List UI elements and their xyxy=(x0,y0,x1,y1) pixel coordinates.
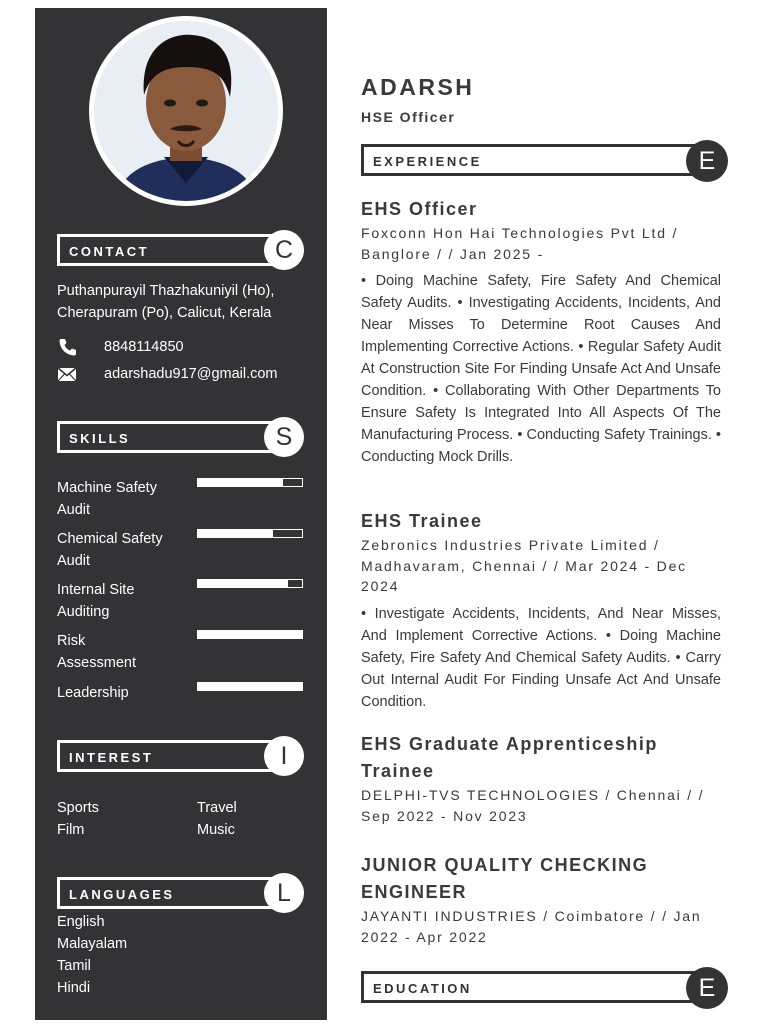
experience-section-header xyxy=(361,144,728,176)
skills-section-header xyxy=(57,421,304,453)
skill-name-line: Chemical Safety xyxy=(57,531,163,547)
skill-level-fill xyxy=(198,580,288,587)
email-address[interactable]: adarshadu917@gmail.com xyxy=(104,366,278,382)
job-meta-line: Sep 2022 - Nov 2023 xyxy=(361,807,528,824)
job-meta-line: DELPHI-TVS TECHNOLOGIES / Chennai / / xyxy=(361,787,705,803)
email-row xyxy=(57,363,307,385)
education-header-box xyxy=(361,971,706,1003)
language-item: Malayalam xyxy=(57,936,128,952)
skill-name xyxy=(57,682,187,704)
envelope-icon xyxy=(57,365,77,383)
languages-heading: LANGUAGES xyxy=(69,887,175,902)
address-line-1: Puthanpurayil Thazhakuniyil (Ho), xyxy=(57,283,275,299)
job-title xyxy=(361,852,721,906)
education-section-header xyxy=(361,971,728,1003)
job-meta xyxy=(361,223,721,264)
job-meta xyxy=(361,906,721,947)
skill-name-line: Internal Site xyxy=(57,582,135,598)
job-title: EHS Officer xyxy=(361,199,478,219)
interest-header-box xyxy=(57,740,287,772)
experience-heading: EXPERIENCE xyxy=(373,154,482,169)
job-title-line: ENGINEER xyxy=(361,882,468,902)
language-item: Hindi xyxy=(57,980,91,996)
job-meta-line: Foxconn Hon Hai Technologies Pvt Ltd / xyxy=(361,225,679,241)
job-meta xyxy=(361,785,721,826)
experience-header-box xyxy=(361,144,706,176)
skill-level-fill xyxy=(198,683,302,690)
skill-level-bar xyxy=(197,682,303,691)
languages-section-header xyxy=(57,877,304,909)
phone-icon xyxy=(57,338,77,356)
job-description: • Doing Machine Safety, Fire Safety And Chemical Safety Audits. • Investigating Accidents, Incidents, And Near Misses To Determine Root Causes And Implementing Corrective Actions. • Regular Safety Audit At Construction Site For Finding Unsafe Act And Unsafe Condition. • Collaborating With Other Departments To Ensure Safety Is Integrated Into All Aspects Of The Manufacturing Process. • Conducting Safety Trainings. • Conducting Mock Drills. xyxy=(361,273,721,465)
profile-photo-frame xyxy=(89,16,283,206)
phone-number[interactable]: 8848114850 xyxy=(104,339,184,355)
skills-heading: SKILLS xyxy=(69,431,131,446)
address-line-2: Cherapuram (Po), Calicut, Kerala xyxy=(57,305,272,321)
job-title-line: EHS Graduate Apprenticeship xyxy=(361,734,658,754)
interest-item: Sports xyxy=(57,800,99,816)
skill-level-fill xyxy=(198,479,283,486)
job-meta-line: Banglore / / Jan 2025 - xyxy=(361,245,545,262)
skill-name xyxy=(57,630,187,674)
education-badge: E xyxy=(686,967,728,1009)
job-meta-line: 2024 xyxy=(361,578,400,594)
languages-header-box xyxy=(57,877,287,909)
skill-name-line: Audit xyxy=(57,502,91,518)
job-title-line: Trainee xyxy=(361,761,435,781)
job-title-line: JUNIOR QUALITY CHECKING xyxy=(361,855,649,875)
job-meta-line: Zebronics Industries Private Limited / xyxy=(361,537,660,553)
interest-item: Film xyxy=(57,822,85,838)
job-meta xyxy=(361,535,721,597)
education-heading: EDUCATION xyxy=(373,981,472,996)
candidate-role: HSE Officer xyxy=(361,109,456,125)
contact-badge: C xyxy=(264,230,304,270)
job-meta-line: Madhavaram, Chennai / / Mar 2024 - Dec xyxy=(361,557,687,574)
skill-name-line: Risk xyxy=(57,633,86,649)
skill-name xyxy=(57,579,187,623)
profile-photo-image xyxy=(94,21,278,201)
skill-name-line: Auditing xyxy=(57,604,110,620)
phone-row xyxy=(57,336,307,358)
skill-level-bar xyxy=(197,478,303,487)
languages-badge: L xyxy=(264,873,304,913)
job-description: • Investigate Accidents, Incidents, And Near Misses, And Implement Corrective Actions. • Doing Machine Safety, Fire Safety And Chemical Safety Audits. • Carry Out Internal Audit For Finding Unsafe Act And Unsafe Condition. xyxy=(361,606,721,710)
job-meta-line: 2022 - Apr 2022 xyxy=(361,928,488,945)
interest-item: Music xyxy=(197,822,235,838)
skills-badge: S xyxy=(264,417,304,457)
contact-section-header xyxy=(57,234,304,266)
skill-name-line: Audit xyxy=(57,553,91,569)
skill-level-bar xyxy=(197,630,303,639)
skill-name-line: Leadership xyxy=(57,685,129,701)
contact-header-box xyxy=(57,234,287,266)
skill-level-bar xyxy=(197,579,303,588)
skills-header-box xyxy=(57,421,287,453)
skill-name xyxy=(57,528,187,572)
job-title xyxy=(361,731,721,785)
job-title: EHS Trainee xyxy=(361,511,483,531)
language-item: Tamil xyxy=(57,958,91,974)
candidate-name: ADARSH xyxy=(361,74,475,100)
language-item: English xyxy=(57,914,105,930)
contact-heading: CONTACT xyxy=(69,244,150,259)
experience-badge: E xyxy=(686,140,728,182)
skill-level-fill xyxy=(198,631,302,638)
interest-heading: INTEREST xyxy=(69,750,154,765)
skill-name-line: Machine Safety xyxy=(57,480,157,496)
skill-level-fill xyxy=(198,530,273,537)
profile-photo xyxy=(94,21,278,201)
skill-level-bar xyxy=(197,529,303,538)
interest-section-header xyxy=(57,740,304,772)
sidebar xyxy=(35,8,327,1020)
interest-badge: I xyxy=(264,736,304,776)
skill-name xyxy=(57,477,187,521)
interest-item: Travel xyxy=(197,800,237,816)
job-meta-line: JAYANTI INDUSTRIES / Coimbatore / / Jan xyxy=(361,908,702,924)
skill-name-line: Assessment xyxy=(57,655,136,671)
